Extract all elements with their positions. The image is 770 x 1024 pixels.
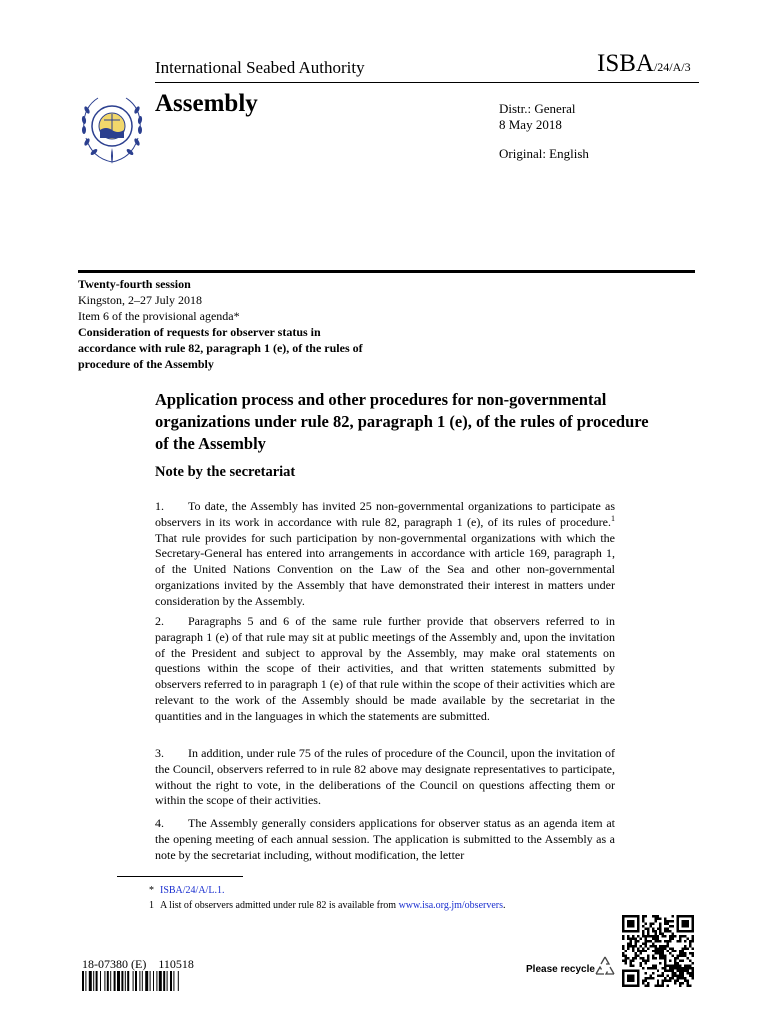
job-number: 18-07380 (E) 110518 (82, 957, 194, 971)
recycle-icon (592, 954, 618, 980)
document-title: Application process and other procedures for non-governmental organizations under rule 82, paragraph 1 (e), of the rules of procedure of the Assembly (155, 390, 649, 453)
header-divider (155, 82, 699, 83)
paragraph-text: To date, the Assembly has invited 25 non-governmental organizations to participate as observers in its work in accordance with rule 82, paragraph 1 (e), of its rules of procedure. (155, 499, 615, 529)
agenda-item: Item 6 of the provisional agenda* (78, 309, 240, 323)
footnote-text: A list of observers admitted under rule 82 is available from (160, 900, 399, 911)
session-title: Twenty-fourth session (78, 277, 191, 291)
footnote-1 (130, 900, 506, 911)
paragraph-text: In addition, under rule 75 of the rules of procedure of the Council, upon the invitation of the Council, observers referred to in rule 82 above may designate representatives to participate, without the right to vote, in the deliberations of the Council on questions affecting them or within the scope of their activities. (155, 746, 615, 808)
isa-emblem-icon (78, 90, 146, 168)
agenda-title: Consideration of requests for observer status in accordance with rule 82, paragraph 1 (e), of the rules of procedure of the Assembly (78, 325, 363, 371)
session-place-dates: Kingston, 2–27 July 2018 (78, 293, 203, 307)
footnote-divider (117, 876, 243, 877)
session-block (78, 276, 378, 372)
document-subtitle: Note by the secretariat (155, 464, 296, 480)
paragraph-text: Paragraphs 5 and 6 of the same rule further provide that observers referred to in paragraph 1 (e) of that rule may sit at public meetings of the Assembly and, upon the invitation of the President and subject to approval by the Assembly, may make oral statements on questions within the scope of their activities, and that written statements submitted by observers referred to in paragraph 1 (e) of that rule within the scope of their activities which are relevant to the work of the Assembly should be made available by the secretariat in the quantities and in the languages in which the statements are submitted. (155, 614, 615, 723)
footnote-link[interactable]: ISBA/24/A/L.1. (160, 885, 225, 896)
paragraph-number: 3. (155, 746, 164, 760)
original-language: Original: English (499, 146, 589, 161)
barcode-icon (82, 971, 208, 991)
footnote-text-end: . (503, 900, 506, 911)
organ-name: Assembly (155, 90, 258, 117)
paragraph-1 (155, 499, 615, 610)
footnote-reference[interactable]: 1 (611, 513, 615, 523)
paragraph-number: 4. (155, 816, 164, 830)
distribution-label: Distr.: General (499, 101, 576, 116)
paragraph-text: The Assembly generally considers applications for observer status as an agenda item at the opening meeting of each annual session. The application is submitted to the Assembly as a note by the secretariat including, without modification, the letter (155, 816, 615, 862)
footnote-mark: * (149, 885, 154, 896)
issue-date: 8 May 2018 (499, 117, 562, 132)
observers-link[interactable]: www.isa.org.jm/observers (398, 900, 503, 911)
document-symbol (597, 50, 691, 78)
paragraph-number: 2. (155, 614, 164, 628)
recycle-label: Please recycle (526, 964, 595, 975)
symbol-suffix: /24/A/3 (653, 60, 691, 74)
organization-name: International Seabed Authority (155, 58, 365, 77)
paragraph-number: 1. (155, 499, 164, 513)
qr-code-icon[interactable] (622, 915, 694, 987)
paragraph-text: That rule provides for such participation by non-governmental organizations with which the Secretary-General has entered into arrangements in accordance with article 169, paragraph 1, of the United Nations Convention on the Law of the Sea and other non-governmental organizations invited by the Assembly that have demonstrated their interest in matters under consideration by the Assembly. (155, 530, 615, 608)
distribution-block (499, 101, 576, 133)
symbol-main: ISBA (597, 50, 654, 77)
footnote-star (130, 885, 224, 896)
paragraph-4 (155, 816, 615, 863)
paragraph-3 (155, 746, 615, 809)
session-divider (78, 270, 695, 273)
paragraph-2 (155, 614, 615, 725)
footnote-mark: 1 (149, 900, 154, 911)
